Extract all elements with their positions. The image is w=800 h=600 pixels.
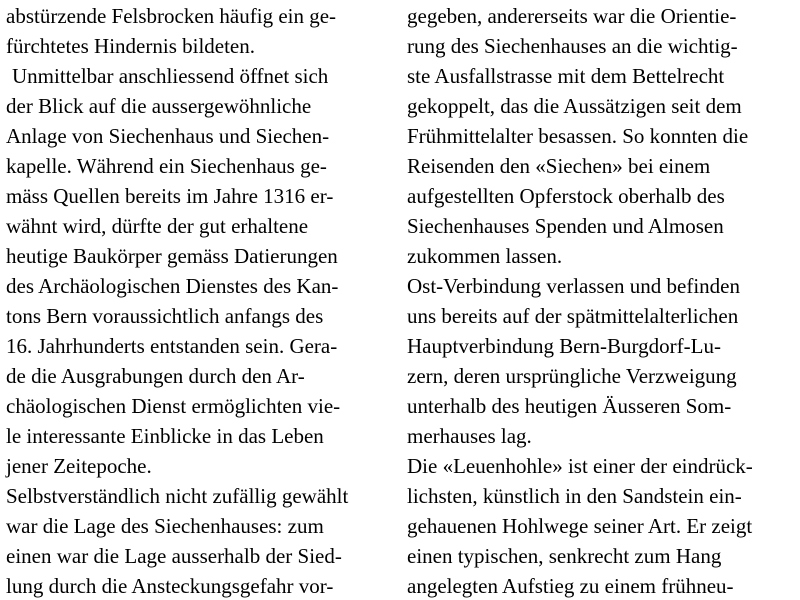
text-line: gehauenen Hohlwege seiner Art. Er zeigt — [407, 514, 753, 538]
text-line: heutige Baukörper gemäss Datierungen — [6, 244, 338, 268]
text-line: einen typischen, senkrecht zum Hang — [407, 544, 722, 568]
text-line: war die Lage des Siechenhauses: zum — [6, 514, 324, 538]
text-line: kapelle. Während ein Siechenhaus ge- — [6, 154, 327, 178]
text-line: uns bereits auf der spätmittelalterlichen — [407, 304, 739, 328]
text-line: einen war die Lage ausserhalb der Sied- — [6, 544, 342, 568]
text-line: der Blick auf die aussergewöhnliche — [6, 94, 312, 118]
text-line: Siechenhauses Spenden und Almosen — [407, 214, 724, 238]
text-line: Anlage von Siechenhaus und Siechen- — [6, 124, 330, 148]
text-line: rung des Siechenhauses an die wichtig- — [407, 34, 738, 58]
text-line: Die «Leuenhohle» ist einer der eindrück- — [407, 454, 753, 478]
text-line: 16. Jahrhunderts entstanden sein. Gera- — [6, 334, 338, 358]
text-line: lichsten, künstlich in den Sandstein ein- — [407, 484, 742, 508]
text-line: gekoppelt, das die Aussätzigen seit dem — [407, 94, 742, 118]
text-line: mäss Quellen bereits im Jahre 1316 er- — [6, 184, 334, 208]
text-line: abstürzende Felsbrocken häufig ein ge- — [6, 4, 337, 28]
text-line: lung durch die Ansteckungsgefahr vor- — [6, 574, 334, 598]
text-line: fürchtetes Hindernis bildeten. — [6, 34, 256, 58]
text-line: Ost-Verbindung verlassen und befinden — [407, 274, 741, 298]
text-line: Frühmittelalter besassen. So konnten die — [407, 124, 749, 148]
text-line: ste Ausfallstrasse mit dem Bettelrecht — [407, 64, 725, 88]
text-line: merhauses lag. — [407, 424, 532, 448]
text-line: wähnt wird, dürfte der gut erhaltene — [6, 214, 309, 238]
text-line: de die Ausgrabungen durch den Ar- — [6, 364, 305, 388]
text-line: tons Bern voraussichtlich anfangs des — [6, 304, 324, 328]
text-line: unterhalb des heutigen Äusseren Som- — [407, 394, 732, 418]
text-line: jener Zeitepoche. — [6, 454, 152, 478]
text-line: chäologischen Dienst ermöglichten vie- — [6, 394, 341, 418]
text-line: gegeben, andererseits war die Orientie- — [407, 4, 737, 28]
text-line: aufgestellten Opferstock oberhalb des — [407, 184, 725, 208]
text-line: Unmittelbar anschliessend öffnet sich — [12, 64, 329, 88]
text-line: angelegten Aufstieg zu einem frühneu- — [407, 574, 734, 598]
right-text-column — [403, 0, 800, 600]
text-line: zukommen lassen. — [407, 244, 563, 268]
text-line: Hauptverbindung Bern-Burgdorf-Lu- — [407, 334, 721, 358]
text-line: Selbstverständlich nicht zufällig gewählt — [6, 484, 349, 508]
text-line: zern, deren ursprüngliche Verzweigung — [407, 364, 737, 388]
text-line: le interessante Einblicke in das Leben — [6, 424, 324, 448]
text-line: des Archäologischen Dienstes des Kan- — [6, 274, 339, 298]
text-line: Reisenden den «Siechen» bei einem — [407, 154, 711, 178]
